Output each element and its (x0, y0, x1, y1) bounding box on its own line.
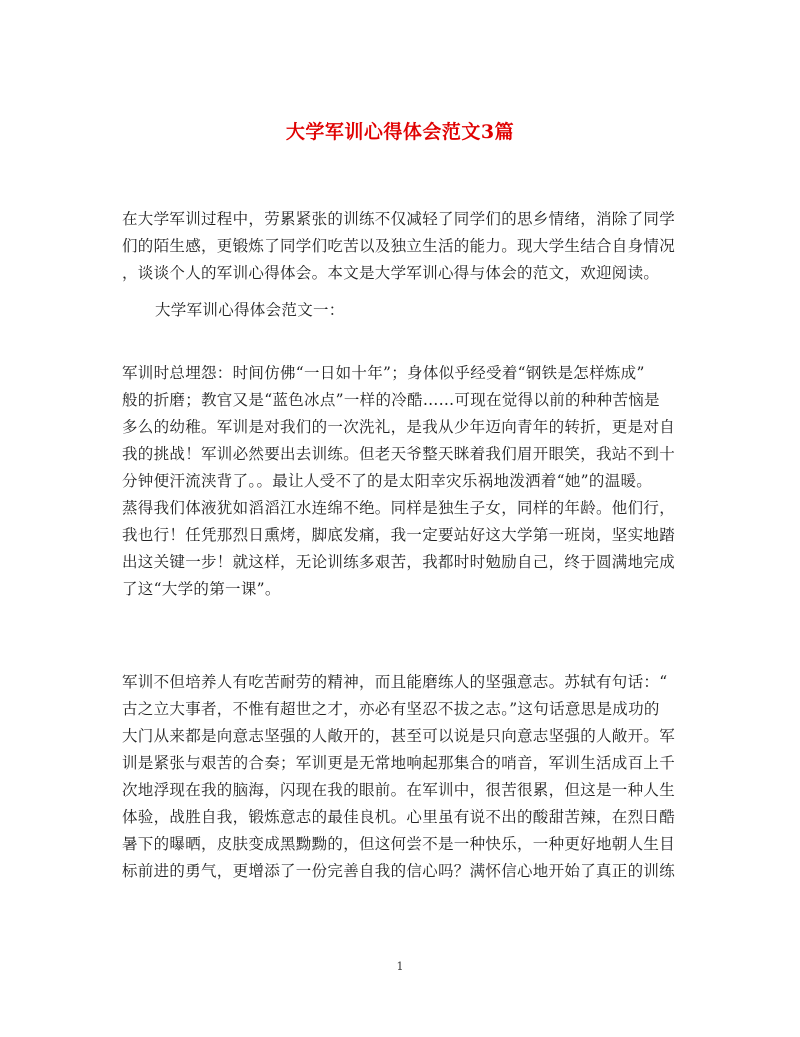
text-line: 分钟便汗流浃背了。。最让人受不了的是太阳幸灾乐祸地泼洒着“她”的温暖。 (122, 472, 653, 490)
text-line: 体验，战胜自我，锻炼意志的最佳良机。心里虽有说不出的酸甜苦辣，在烈日酷 (122, 808, 676, 826)
body-paragraph (122, 360, 678, 603)
text-line: 了这“大学的第一课”。 (122, 580, 281, 598)
text-line: 次地浮现在我的脑海，闪现在我的眼前。在军训中，很苦很累，但这是一种人生 (122, 781, 676, 799)
document-title: 大学军训心得体会范文3篇 (285, 121, 515, 143)
text-line: 大门从来都是向意志坚强的人敞开的，甚至可以说是只向意志坚强的人敞开。军 (122, 727, 676, 745)
text-line: 在大学军训过程中，劳累紧张的训练不仅减轻了同学们的思乡情绪，消除了同学 (122, 210, 676, 228)
text-line: 般的折磨；教官又是“蓝色冰点”一样的冷酷……可现在觉得以前的种种苦恼是 (122, 391, 660, 409)
section-heading (122, 297, 678, 324)
text-line: ，谈谈个人的军训心得体会。本文是大学军训心得与体会的范文，欢迎阅读。 (122, 264, 660, 282)
text-line: 大学军训心得体会范文一： (155, 301, 345, 319)
text-line: 们的陌生感，更锻炼了同学们吃苦以及独立生活的能力。现大学生结合自身情况 (122, 237, 676, 255)
text-line: 多么的幼稚。军训是对我们的一次洗礼，是我从少年迈向青年的转折，更是对自 (122, 418, 676, 436)
text-line: 军训不但培养人有吃苦耐劳的精神，而且能磨练人的坚强意志。苏轼有句话：“ (122, 673, 668, 691)
body-paragraph (122, 669, 678, 885)
text-line: 我也行！任凭那烈日熏烤，脚底发痛，我一定要站好这大学第一班岗，坚实地踏 (122, 526, 676, 544)
text-line: 出这关键一步！就这样，无论训练多艰苦，我都时时勉励自己，终于圆满地完成 (122, 553, 676, 571)
text-line: 训是紧张与艰苦的合奏；军训更是无常地响起那集合的哨音，军训生活成百上千 (122, 754, 676, 772)
text-line: 我的挑战！军训必然要出去训练。但老天爷整天眯着我们眉开眼笑，我站不到十 (122, 445, 676, 463)
text-line: 军训时总埋怨：时间仿佛“一日如十年”；身体似乎经受着“钢铁是怎样炼成” (122, 364, 645, 382)
text-line: 蒸得我们体液犹如滔滔江水连绵不绝。同样是独生子女，同样的年龄。他们行， (122, 499, 676, 517)
page-number: 1 (396, 960, 404, 973)
text-line: 古之立大事者，不惟有超世之才，亦必有坚忍不拔之志。”这句话意思是成功的 (122, 700, 660, 718)
text-line: 暑下的曝晒，皮肤变成黑黝黝的，但这何尝不是一种快乐，一种更好地朝人生目 (122, 835, 676, 853)
intro-paragraph (122, 206, 678, 287)
text-line: 标前进的勇气，更增添了一份完善自我的信心吗？满怀信心地开始了真正的训练 (122, 862, 676, 880)
